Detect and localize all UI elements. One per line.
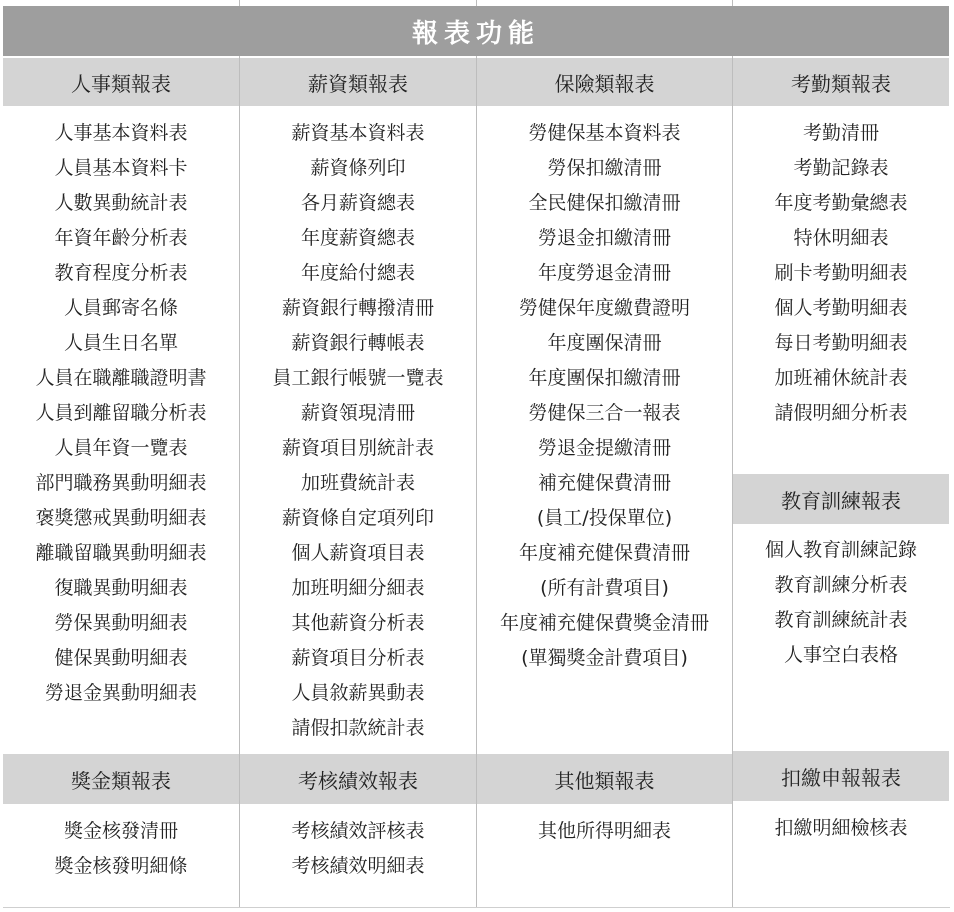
report-list-performance: [240, 814, 476, 884]
report-link[interactable]: 加班補休統計表: [774, 367, 908, 389]
report-link[interactable]: 扣繳明細檢核表: [774, 817, 908, 839]
report-link[interactable]: 教育程度分析表: [54, 262, 188, 284]
report-link[interactable]: 教育訓練統計表: [774, 609, 908, 631]
report-link[interactable]: 考勤記錄表: [793, 157, 889, 179]
report-list-withholding: [733, 811, 949, 846]
report-list-salary: [240, 116, 476, 746]
report-link[interactable]: 復職異動明細表: [54, 577, 188, 599]
report-link-note: (所有計費項目): [540, 577, 669, 599]
report-link[interactable]: 褒獎懲戒異動明細表: [35, 507, 207, 529]
report-list-insurance: [477, 116, 732, 676]
report-link[interactable]: 年度補充健保費獎金清冊: [499, 612, 709, 634]
report-link[interactable]: 薪資項目別統計表: [281, 437, 434, 459]
report-link[interactable]: 個人薪資項目表: [291, 542, 425, 564]
report-link[interactable]: 人員基本資料卡: [54, 157, 188, 179]
report-link[interactable]: 年度考勤彙總表: [774, 192, 908, 214]
section-header-salary: 薪資類報表: [240, 58, 476, 106]
report-link[interactable]: 年度給付總表: [300, 262, 415, 284]
report-link[interactable]: 離職留職異動明細表: [35, 542, 207, 564]
report-link[interactable]: 薪資銀行轉帳表: [291, 332, 425, 354]
report-link[interactable]: 薪資條自定項列印: [281, 507, 434, 529]
report-link[interactable]: 勞退金扣繳清冊: [537, 227, 671, 249]
report-link[interactable]: 加班明細分細表: [291, 577, 425, 599]
section-header-withholding: 扣繳申報報表: [733, 751, 949, 801]
report-link[interactable]: 人員年資一覽表: [54, 437, 188, 459]
report-link[interactable]: 每日考勤明細表: [774, 332, 908, 354]
report-link[interactable]: 人員郵寄名條: [63, 297, 178, 319]
report-list-training: [733, 533, 949, 673]
report-link[interactable]: 薪資項目分析表: [291, 647, 425, 669]
report-link[interactable]: 其他所得明細表: [537, 820, 671, 842]
report-link[interactable]: 各月薪資總表: [300, 192, 415, 214]
report-link-note: (單獨獎金計費項目): [521, 647, 688, 669]
report-link[interactable]: 薪資條列印: [310, 157, 406, 179]
report-list-personnel: [3, 116, 239, 711]
report-link[interactable]: 加班費統計表: [300, 472, 415, 494]
report-list-bonus: [3, 814, 239, 884]
report-link[interactable]: 勞退金異動明細表: [44, 682, 197, 704]
report-link[interactable]: 勞健保三合一報表: [528, 402, 681, 424]
report-link[interactable]: 勞保異動明細表: [54, 612, 188, 634]
report-link[interactable]: 員工銀行帳號一覽表: [272, 367, 444, 389]
report-link[interactable]: 請假明細分析表: [774, 402, 908, 424]
report-link[interactable]: 考勤清冊: [802, 122, 879, 144]
report-link[interactable]: 薪資基本資料表: [291, 122, 425, 144]
report-link[interactable]: 考核績效明細表: [291, 855, 425, 877]
report-link[interactable]: 年資年齡分析表: [54, 227, 188, 249]
report-link[interactable]: 個人考勤明細表: [774, 297, 908, 319]
report-link[interactable]: 健保異動明細表: [54, 647, 188, 669]
report-link[interactable]: 年度補充健保費清冊: [518, 542, 690, 564]
report-link[interactable]: 人員到離留職分析表: [35, 402, 207, 424]
report-link[interactable]: 人員在職離職證明書: [35, 367, 207, 389]
report-link-note: (員工/投保單位): [536, 507, 673, 529]
report-list-other: [477, 814, 732, 849]
report-link[interactable]: 全民健保扣繳清冊: [528, 192, 681, 214]
report-link[interactable]: 特休明細表: [793, 227, 889, 249]
section-header-training: 教育訓練報表: [733, 474, 949, 524]
report-link[interactable]: 部門職務異動明細表: [35, 472, 207, 494]
report-link[interactable]: 考核績效評核表: [291, 820, 425, 842]
report-link[interactable]: 補充健保費清冊: [537, 472, 671, 494]
report-link[interactable]: 教育訓練分析表: [774, 574, 908, 596]
report-link[interactable]: 勞健保年度繳費證明: [518, 297, 690, 319]
report-link[interactable]: 人員生日名單: [63, 332, 178, 354]
report-link[interactable]: 人事空白表格: [783, 644, 898, 666]
section-header-performance: 考核績效報表: [240, 754, 476, 804]
report-link[interactable]: 請假扣款統計表: [291, 717, 425, 739]
report-link[interactable]: 年度薪資總表: [300, 227, 415, 249]
section-header-attendance: 考勤類報表: [733, 58, 949, 106]
report-link[interactable]: 獎金核發清冊: [63, 820, 178, 842]
report-link[interactable]: 勞保扣繳清冊: [547, 157, 662, 179]
report-link[interactable]: 薪資銀行轉撥清冊: [281, 297, 434, 319]
report-link[interactable]: 刷卡考勤明細表: [774, 262, 908, 284]
report-link[interactable]: 年度勞退金清冊: [537, 262, 671, 284]
section-header-insurance: 保險類報表: [477, 58, 732, 106]
section-header-other: 其他類報表: [477, 754, 732, 804]
section-header-personnel: 人事類報表: [3, 58, 239, 106]
report-link[interactable]: 勞退金提繳清冊: [537, 437, 671, 459]
section-header-bonus: 獎金類報表: [3, 754, 239, 804]
page-title: 報表功能: [3, 6, 949, 56]
report-link[interactable]: 人員敘薪異動表: [291, 682, 425, 704]
report-link[interactable]: 勞健保基本資料表: [528, 122, 681, 144]
report-link[interactable]: 獎金核發明細條: [54, 855, 188, 877]
report-link[interactable]: 年度團保扣繳清冊: [528, 367, 681, 389]
report-link[interactable]: 薪資領現清冊: [300, 402, 415, 424]
table-bottom-border: [3, 907, 950, 908]
report-link[interactable]: 其他薪資分析表: [291, 612, 425, 634]
report-link[interactable]: 人事基本資料表: [54, 122, 188, 144]
report-link[interactable]: 人數異動統計表: [54, 192, 188, 214]
report-link[interactable]: 個人教育訓練記錄: [764, 539, 917, 561]
report-link[interactable]: 年度團保清冊: [547, 332, 662, 354]
report-list-attendance: [733, 116, 949, 431]
